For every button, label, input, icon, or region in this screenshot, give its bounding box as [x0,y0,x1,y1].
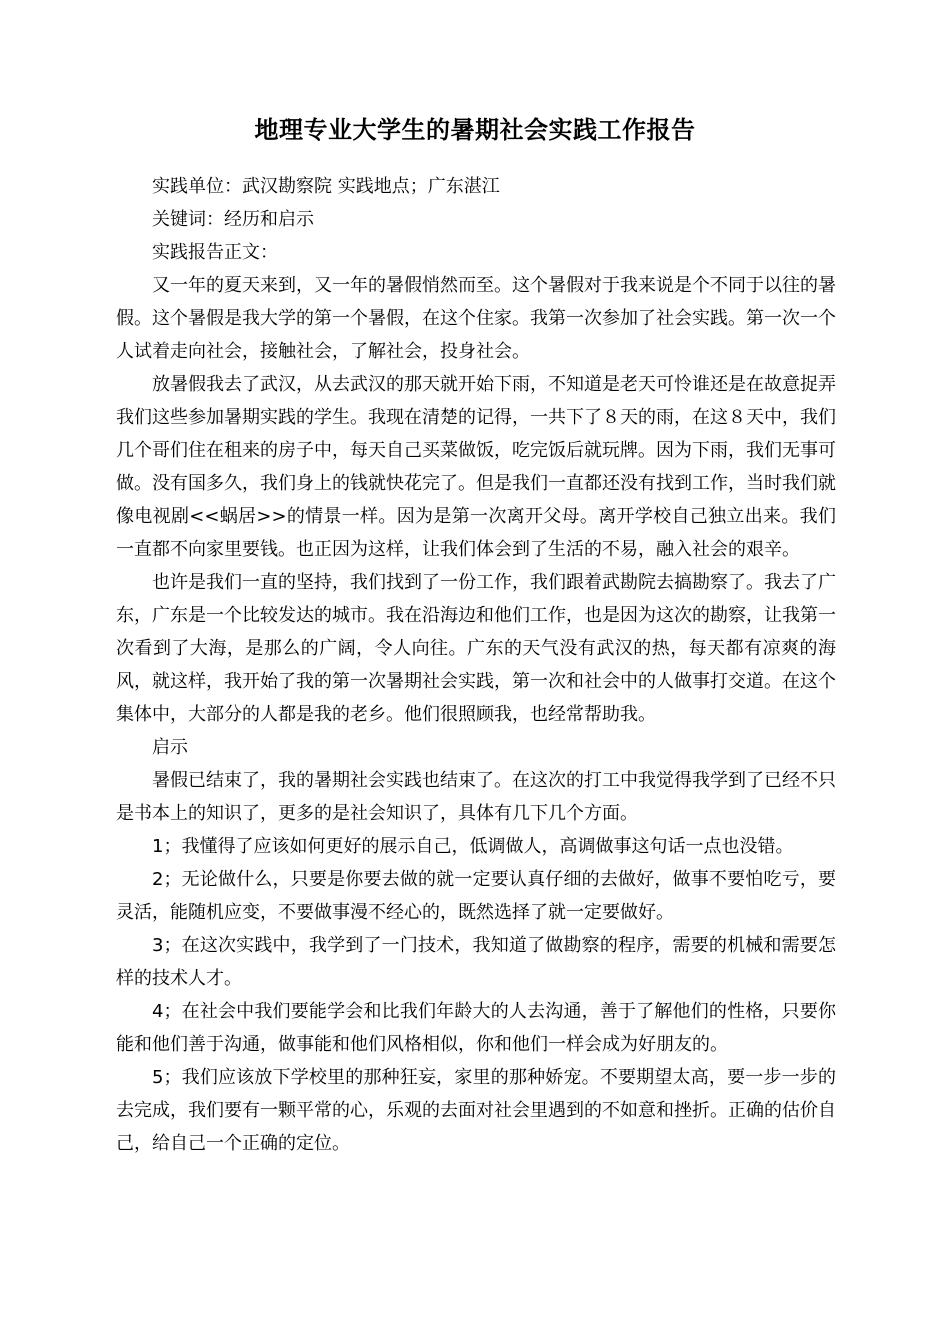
paragraph-guangdong: 也许是我们一直的坚持，我们找到了一份工作，我们跟着武勘院去搞勘察了。我去了广东，广东是一个比较发达的城市。我在沿海边和他们工作，也是因为这次的勘察，让我第一次看到了大海，是那么的广阔，令人向往。广东的天气没有武汉的热，每天都有凉爽的海风，就这样，我开始了我的第一次暑期社会实践，第一次和社会中的人做事打交道。在这个集体中，大部分的人都是我的老乡。他们很照顾我，也经常帮助我。 [116,572,836,725]
paragraph-wuhan: 放暑假我去了武汉，从去武汉的那天就开始下雨，不知道是老天可怜谁还是在故意捉弄我们这些参加暑期实践的学生。我现在清楚的记得，一共下了８天的雨，在这８天中，我们几个哥们住在租来的房子中，每天自己买菜做饭，吃完饭后就玩牌。因为下雨，我们无事可做。没有国多久，我们身上的钱就快花完了。但是我们一直都还没有找到工作，当时我们就像电视剧<<蜗居>>的情景一样。因为是第一次离开父母。离开学校自己独立出来。我们一直都不向家里要钱。也正因为这样，让我们体会到了生活的不易，融入社会的艰辛。 [116,374,836,560]
document-body [116,170,836,1160]
practice-unit-line: 实践单位：武汉勘察院 实践地点；广东湛江 [152,176,500,197]
list-item-3: 3；在这次实践中，我学到了一门技术，我知道了做勘察的程序，需要的机械和需要怎样的技术人才。 [116,935,836,989]
list-item-4: 4；在社会中我们要能学会和比我们年龄大的人去沟通，善于了解他们的性格，只要你能和他们善于沟通，做事能和他们风格相似，你和他们一样会成为好朋友的。 [116,1001,836,1055]
paragraph-summary: 暑假已结束了，我的暑期社会实践也结束了。在这次的打工中我觉得我学到了已经不只是书本上的知识了，更多的是社会知识了，具体有几下几个方面。 [116,770,836,824]
document-title: 地理专业大学生的暑期社会实践工作报告 [254,116,696,144]
report-body-label: 实践报告正文： [152,242,278,263]
list-item-2: 2；无论做什么，只要是你要去做的就一定要认真仔细的去做好，做事不要怕吃亏，要灵活，能随机应变，不要做事漫不经心的，既然选择了就一定要做好。 [116,869,836,923]
list-item-1: 1；我懂得了应该如何更好的展示自己，低调做人，高调做事这句话一点也没错。 [152,836,794,857]
list-item-5: 5；我们应该放下学校里的那种狂妄，家里的那种娇宠。不要期望太高，要一步一步的去完成，我们要有一颗平常的心，乐观的去面对社会里遇到的不如意和挫折。正确的估价自己，给自己一个正确的定位。 [116,1067,836,1154]
keywords-line: 关键词：经历和启示 [152,209,314,230]
paragraph-intro: 又一年的夏天来到，又一年的暑假悄然而至。这个暑假对于我来说是个不同于以往的暑假。这个暑假是我大学的第一个暑假，在这个住家。我第一次参加了社会实践。第一次一个人试着走向社会，接触社会，了解社会，投身社会。 [116,275,836,362]
section-heading-insights: 启示 [152,737,188,758]
